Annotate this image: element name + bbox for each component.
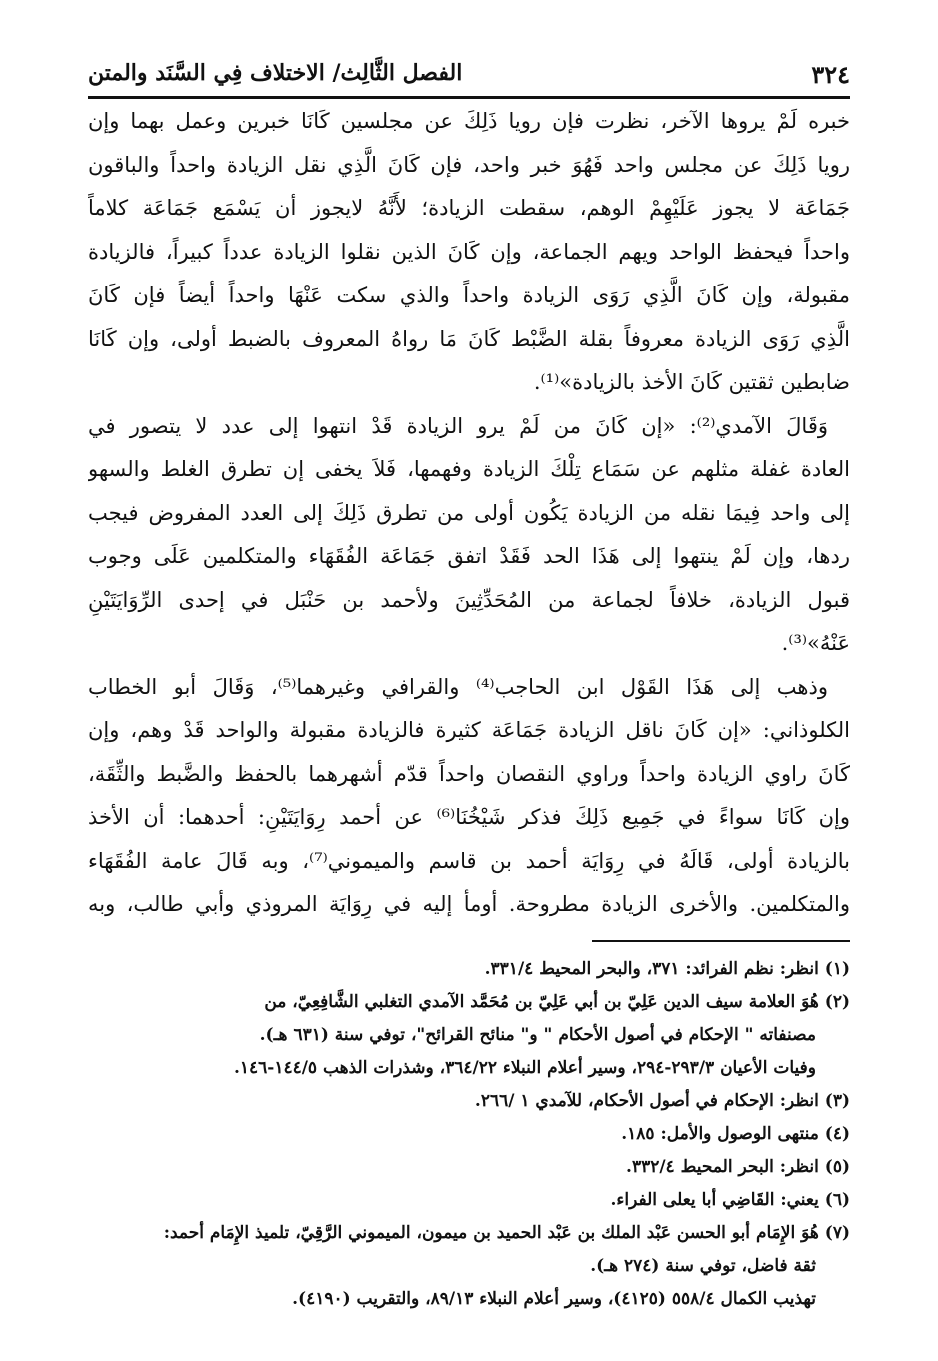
page-number: ٣٢٤ (811, 60, 850, 89)
footnote-line: (٦) يعني: القَاضِي أبا يعلى الفراء. (610, 1190, 850, 1210)
footnote-line: (٢) هُوَ العلامة سيف الدين عَلِيّ بن أبي عَلِيّ بن مُحَمَّد الآمدي التغلبي الشَّافِعِيّ، من (264, 992, 850, 1012)
page-header (88, 58, 850, 94)
text-line: وَقَالَ الآمدي⁽²⁾: «إن كَانَ من لَمْ يرو الزيادة قَدْ انتهوا إلى عدد لا يتصور في (88, 413, 828, 438)
text-line: عَنْهُ»⁽³⁾. (781, 631, 850, 655)
text-line: واحداً فيحفظ الواحد ويهم الجماعة، وإن كَانَ الذين نقلوا الزيادة عدداً كبيراً، فالزيادة (88, 239, 850, 264)
text-line: إلى واحد فِيمَا نقله من الزيادة يَكُون أولى من تطرق ذَلِكَ إلى العدد المفروض فيجب (88, 500, 850, 525)
text-line: الكلوذاني: «إن كَانَ ناقل الزيادة جَمَاعَة كثيرة فالزيادة مقبولة والواحد قَدْ وهم، وإن (88, 718, 850, 742)
footnote-line: وفيات الأعيان ٢٩٣/٣-٢٩٤، وسير أعلام النبلاء ٣٦٤/٢٢، وشذرات الذهب ١٤٤/٥-١٤٦. (233, 1058, 816, 1078)
text-line: الَّذِي رَوَى الزيادة معروفاً بقلة الضَّبْط كَانَ مَا رواهُ المعروف بالضبط أولى، وإن كَانَا (88, 326, 850, 351)
running-title: الفصل الثَّالِث/ الاختلاف فِي السَّنَد والمتن (88, 60, 463, 86)
paragraph (88, 100, 850, 405)
text-line: والمتكلمين. والأخرى الزيادة مطروحة. أومأ إليه في رِوَايَة المروذي وأبي طالب، وبه (88, 892, 850, 916)
footnote-line: (٥) انظر: البحر المحيط ٣٣٢/٤. (626, 1157, 850, 1177)
footnote-line: مصنفاته " الإحكام في أصول الأحكام " و" منائح القرائح"، توفي سنة (٦٣١ هـ). (259, 1025, 816, 1045)
footnote-line: تهذيب الكمال ٥٥٨/٤ (٤١٢٥)، وسير أعلام النبلاء ٨٩/١٣، والتقريب (٤١٩٠). (292, 1289, 816, 1309)
footnote-line: (٣) انظر: الإحكام في أصول الأحكام، للآمدي ١ /٢٦٦. (474, 1091, 850, 1111)
footnote-line: (١) انظر: نظم الفرائد: ٣٧١، والبحر المحيط ٣٣١/٤. (484, 959, 850, 979)
paragraph (88, 405, 850, 666)
text-line: رويا ذَلِكَ عن مجلس واحد فَهُوَ خبر واحد، فإن كَانَ الَّذِي نقل الزيادة واحداً والباقون (88, 152, 850, 177)
text-line: مقبولة، وإن كَانَ الَّذِي رَوَى الزيادة واحداً والذي سكت عَنْهَا واحداً أيضاً فإن كَانَ (88, 283, 850, 307)
footnote (88, 1118, 850, 1151)
footnote (88, 986, 850, 1085)
footnote (88, 953, 850, 986)
text-line: ضابطين ثقتين كَانَ الأخذ بالزيادة»⁽¹⁾. (533, 370, 850, 394)
text-line: جَمَاعَة لا يجوز عَلَيْهِمْ الوهم، سقطت الزيادة؛ لأَنَّهُ لايجوز أن يَسْمَع جَمَاعَة كلاماً (88, 196, 850, 220)
paragraph (88, 666, 850, 927)
footnote (88, 1085, 850, 1118)
text-line: كَانَ راوي الزيادة واحداً وراوي النقصان واحداً قدّم أشهرهما بالحفظ والضَّبط والثِّقَة، (88, 761, 850, 786)
header-rule (88, 96, 850, 99)
text-line: بالزيادة أولى، قَالَهُ في رِوَايَة أحمد بن قاسم والميموني⁽⁷⁾، وبه قَالَ عامة الفُقَهَاء (88, 848, 850, 873)
main-text (88, 100, 850, 927)
text-line: وإن كَانَا سواءً في جَمِيع ذَلِكَ فذكر شَيْخُنَا⁽⁶⁾ عن أحمد رِوَايَتَيْنِ: أحدهما: أن الأخذ (88, 805, 850, 829)
text-line: ردها، وإن لَمْ ينتهوا إلى هَذَا الحد فَقَدْ اتفق جَمَاعَة الفُقَهَاء والمتكلمين عَلَى وجوب (88, 544, 850, 568)
text-line: العادة غفلة مثلهم عن سَمَاع تِلْكَ الزيادة وفهمها، فَلاَ يخفى إن تطرق الغلط والسهو (88, 457, 850, 481)
text-line: قبول الزيادة، خلافاً لجماعة من المُحَدِّثِينَ ولأحمد بن حَنْبَل في إحدى الرِّوَايَتَيْنِ (88, 587, 850, 612)
footnote-line: (٤) منتهى الوصول والأمل: ١٨٥. (621, 1124, 850, 1144)
text-line: وذهب إلى هَذَا القَوْل ابن الحاجب⁽⁴⁾ والقرافي وغيرهما⁽⁵⁾، وَقَالَ أبو الخطاب (88, 674, 828, 699)
footnote-line: ثقة فاضل، توفي سنة (٢٧٤ هـ). (590, 1256, 816, 1276)
footnote-line: (٧) هُوَ الإِمَام أبو الحسن عَبْد الملك بن عَبْد الحميد بن ميمون، الميموني الرَّقِيّ، تلميذ الإِمَام أحمد: (163, 1223, 850, 1243)
text-line: خبره لَمْ يروها الآخر، نظرت فإن رويا ذَلِكَ عن مجلسين كَانَا خبرين وعمل بهما وإن (88, 109, 850, 133)
footnote (88, 1184, 850, 1217)
footnote (88, 1151, 850, 1184)
footnotes (88, 953, 850, 1316)
footnote-separator (592, 940, 850, 942)
footnote (88, 1217, 850, 1316)
